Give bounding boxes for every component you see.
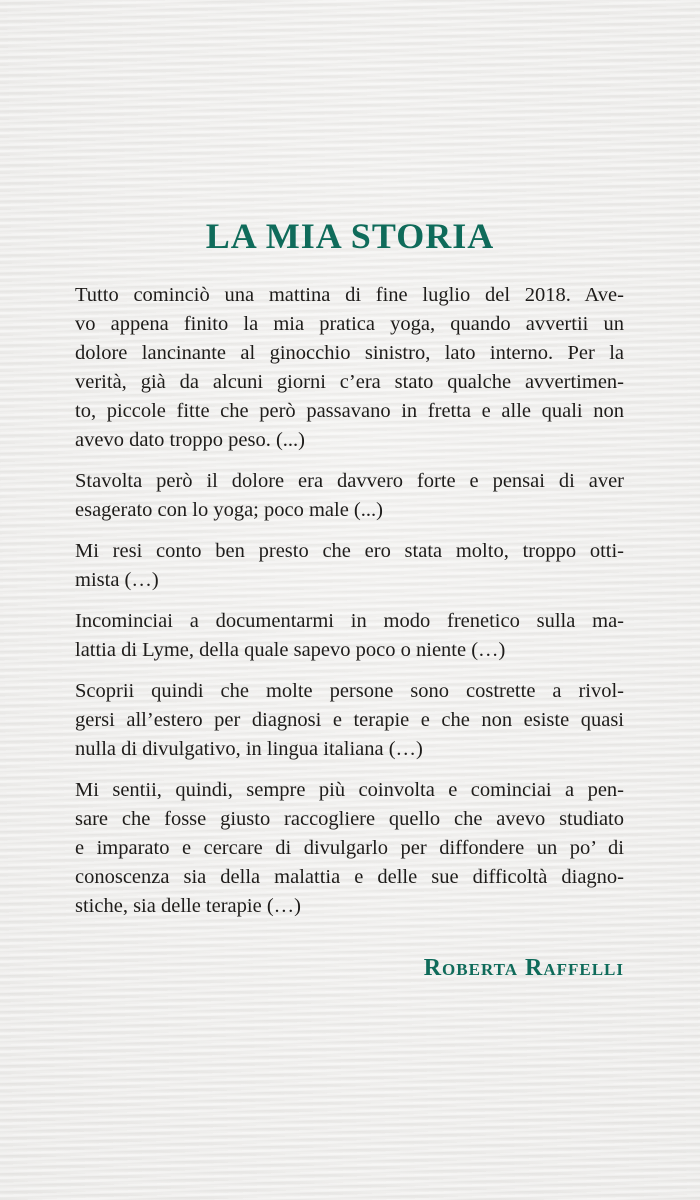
text-line: conoscenza sia della malattia e delle sue difficoltà diagno- — [75, 866, 624, 888]
page-title: LA MIA STORIA — [205, 216, 495, 256]
text-line: Incominciai a documentarmi in modo frenetico sulla ma- — [75, 610, 624, 632]
text-line: verità, già da alcuni giorni c’era stato qualche avvertimen- — [75, 371, 624, 393]
paragraph-2 — [75, 467, 624, 525]
story-body — [75, 281, 624, 933]
paragraph-5 — [75, 677, 624, 764]
text-line: dolore lancinante al ginocchio sinistro, lato interno. Per la — [75, 342, 624, 364]
text-line: lattia di Lyme, della quale sapevo poco o niente (…) — [75, 639, 506, 661]
paragraph-4 — [75, 607, 624, 665]
paragraph-6 — [75, 776, 624, 921]
author-signature: Roberta Raffelli — [423, 955, 624, 981]
text-line: stiche, sia delle terapie (…) — [75, 895, 301, 917]
text-line: to, piccole fitte che però passavano in fretta e alle quali non — [75, 400, 624, 422]
text-line: nulla di divulgativo, in lingua italiana (…) — [75, 738, 423, 760]
text-line: gersi all’estero per diagnosi e terapie e che non esiste quasi — [75, 709, 624, 731]
text-line: vo appena finito la mia pratica yoga, quando avvertii un — [75, 313, 624, 335]
text-line: Scoprii quindi che molte persone sono costrette a rivol- — [75, 680, 624, 702]
paragraph-3 — [75, 537, 624, 595]
text-line: e imparato e cercare di divulgarlo per diffondere un po’ di — [75, 837, 624, 859]
text-line: Tutto cominciò una mattina di fine luglio del 2018. Ave- — [75, 284, 624, 306]
text-line: Mi sentii, quindi, sempre più coinvolta e cominciai a pen- — [75, 779, 624, 801]
text-line: Stavolta però il dolore era davvero forte e pensai di aver — [75, 470, 624, 492]
text-line: avevo dato troppo peso. (...) — [75, 429, 305, 451]
paragraph-1 — [75, 281, 624, 455]
text-line: sare che fosse giusto raccogliere quello che avevo studiato — [75, 808, 624, 830]
text-line: Mi resi conto ben presto che ero stata molto, troppo otti- — [75, 540, 624, 562]
text-line: esagerato con lo yoga; poco male (...) — [75, 499, 383, 521]
text-line: mista (…) — [75, 569, 159, 591]
